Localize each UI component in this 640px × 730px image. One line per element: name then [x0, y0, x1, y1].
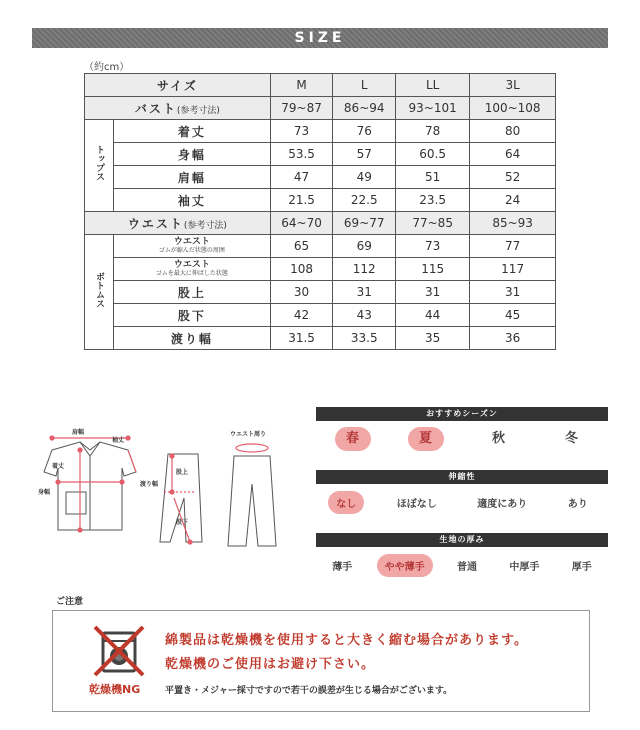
table-cell: 31.5: [270, 327, 333, 350]
notes-box: [52, 610, 590, 712]
table-cell: 44: [396, 304, 470, 327]
row-label: ウエスト(参考寸法): [85, 212, 271, 235]
stretch-title: 伸縮性: [316, 470, 608, 484]
season-section: [316, 407, 608, 457]
table-cell: 21.5: [270, 189, 333, 212]
thickness-title: 生地の厚み: [316, 533, 608, 547]
table-cell: 42: [270, 304, 333, 327]
unit-label: （約cm）: [84, 62, 130, 73]
table-cell: 49: [333, 166, 396, 189]
table-cell: 65: [270, 235, 333, 258]
table-header-row: [85, 74, 556, 97]
inseam-label: 股下: [176, 519, 189, 526]
shirt-measure-lines: [50, 436, 136, 532]
shirt-drawing: [44, 442, 136, 530]
table-cell: 85~93: [470, 212, 556, 235]
warning-avoid-dryer: 乾燥機のご使用はお避け下さい。: [165, 657, 376, 672]
table-cell: 115: [396, 258, 470, 281]
shoulder-label: 肩幅: [72, 429, 85, 436]
table-cell: 69: [333, 235, 396, 258]
table-row: [85, 304, 556, 327]
table-cell: 60.5: [396, 143, 470, 166]
table-row: [85, 281, 556, 304]
column-header: LL: [396, 74, 470, 97]
length-label: 着丈: [52, 463, 65, 470]
waist-around-label: ウエスト周り: [230, 431, 267, 438]
dryer-ng-label: 乾燥機NG: [89, 683, 141, 696]
table-cell: 53.5: [270, 143, 333, 166]
table-cell: 31: [470, 281, 556, 304]
table-cell: 30: [270, 281, 333, 304]
pants-measure-lines: [164, 454, 196, 544]
stretch-section: [316, 470, 608, 520]
stretch-option-moderate: 適度にあり: [477, 498, 528, 510]
table-cell: 45: [470, 304, 556, 327]
table-cell: 76: [333, 120, 396, 143]
column-header: サイズ: [85, 74, 271, 97]
table-cell: 23.5: [396, 189, 470, 212]
table-cell: 77~85: [396, 212, 470, 235]
pants-side-drawing: [160, 454, 202, 542]
table-row: [85, 166, 556, 189]
table-cell: 57: [333, 143, 396, 166]
table-row: [85, 97, 556, 120]
sleeve-label: 袖丈: [112, 437, 125, 444]
row-label: 股上: [114, 281, 271, 304]
table-cell: 24: [470, 189, 556, 212]
table-cell: 69~77: [333, 212, 396, 235]
table-cell: 36: [470, 327, 556, 350]
season-title: おすすめシーズン: [316, 407, 608, 421]
row-label: 股下: [114, 304, 271, 327]
table-row: [85, 120, 556, 143]
table-cell: 100~108: [470, 97, 556, 120]
table-cell: 73: [270, 120, 333, 143]
season-option-spring: 春: [335, 427, 371, 451]
thickness-option-medium-thick: 中厚手: [509, 561, 540, 573]
group-label-bottoms: ボトムス: [85, 235, 114, 350]
table-row: [85, 235, 556, 258]
row-label: ウエスト ゴムが縮んだ状態の周囲: [114, 235, 271, 258]
table-cell: 79~87: [270, 97, 333, 120]
column-header: M: [270, 74, 333, 97]
size-header: SIZE: [32, 28, 608, 48]
warning-measurement: 平置き・メジャー採寸ですので若干の誤差が生じる場合がございます。: [165, 686, 453, 696]
table-cell: 112: [333, 258, 396, 281]
row-label: 着丈: [114, 120, 271, 143]
row-label: ウエスト ゴムを最大に伸ばした状態: [114, 258, 271, 281]
table-cell: 64~70: [270, 212, 333, 235]
table-row: [85, 189, 556, 212]
table-row: [85, 143, 556, 166]
table-cell: 31: [396, 281, 470, 304]
column-header: L: [333, 74, 396, 97]
table-cell: 52: [470, 166, 556, 189]
thigh-label: 渡り幅: [140, 481, 159, 488]
row-label: 身幅: [114, 143, 271, 166]
thickness-option-normal: 普通: [456, 561, 477, 573]
warning-shrink: 綿製品は乾燥機を使用すると大きく縮む場合があります。: [165, 633, 528, 648]
table-cell: 108: [270, 258, 333, 281]
stretch-option-none: なし: [328, 491, 364, 514]
table-cell: 80: [470, 120, 556, 143]
table-cell: 47: [270, 166, 333, 189]
stretch-options: [316, 484, 608, 520]
stretch-option-yes: あり: [567, 498, 588, 510]
pants-front-drawing: [228, 456, 276, 546]
table-cell: 77: [470, 235, 556, 258]
thickness-option-thick: 厚手: [571, 561, 592, 573]
season-option-winter: 冬: [564, 431, 578, 446]
season-option-summer: 夏: [408, 427, 444, 451]
table-row: [85, 212, 556, 235]
group-label-tops: トップス: [85, 120, 114, 212]
table-cell: 86~94: [333, 97, 396, 120]
thickness-options: [316, 547, 608, 583]
table-cell: 35: [396, 327, 470, 350]
row-label: 肩幅: [114, 166, 271, 189]
thickness-section: [316, 533, 608, 583]
table-cell: 43: [333, 304, 396, 327]
season-options: [316, 421, 608, 457]
row-label: 渡り幅: [114, 327, 271, 350]
row-label: バスト(参考寸法): [85, 97, 271, 120]
thickness-option-slightly-thin: やや薄手: [377, 554, 433, 577]
table-cell: 31: [333, 281, 396, 304]
season-option-autumn: 秋: [491, 431, 505, 446]
measurement-diagram: [30, 420, 330, 560]
thickness-option-thin: 薄手: [332, 561, 353, 573]
waist-measure-loop: [236, 444, 268, 452]
column-header: 3L: [470, 74, 556, 97]
row-label: 袖丈: [114, 189, 271, 212]
table-cell: 78: [396, 120, 470, 143]
table-row: [85, 327, 556, 350]
no-dryer-icon: [93, 625, 145, 677]
table-row: [85, 258, 556, 281]
notes-title: ご注意: [56, 597, 84, 607]
stretch-option-almost-none: ほぼなし: [396, 498, 437, 510]
table-cell: 64: [470, 143, 556, 166]
table-cell: 117: [470, 258, 556, 281]
table-cell: 73: [396, 235, 470, 258]
rise-label: 股上: [176, 469, 189, 476]
size-table: [84, 73, 556, 350]
table-cell: 33.5: [333, 327, 396, 350]
table-cell: 51: [396, 166, 470, 189]
table-cell: 93~101: [396, 97, 470, 120]
table-cell: 22.5: [333, 189, 396, 212]
width-label: 身幅: [38, 489, 51, 496]
